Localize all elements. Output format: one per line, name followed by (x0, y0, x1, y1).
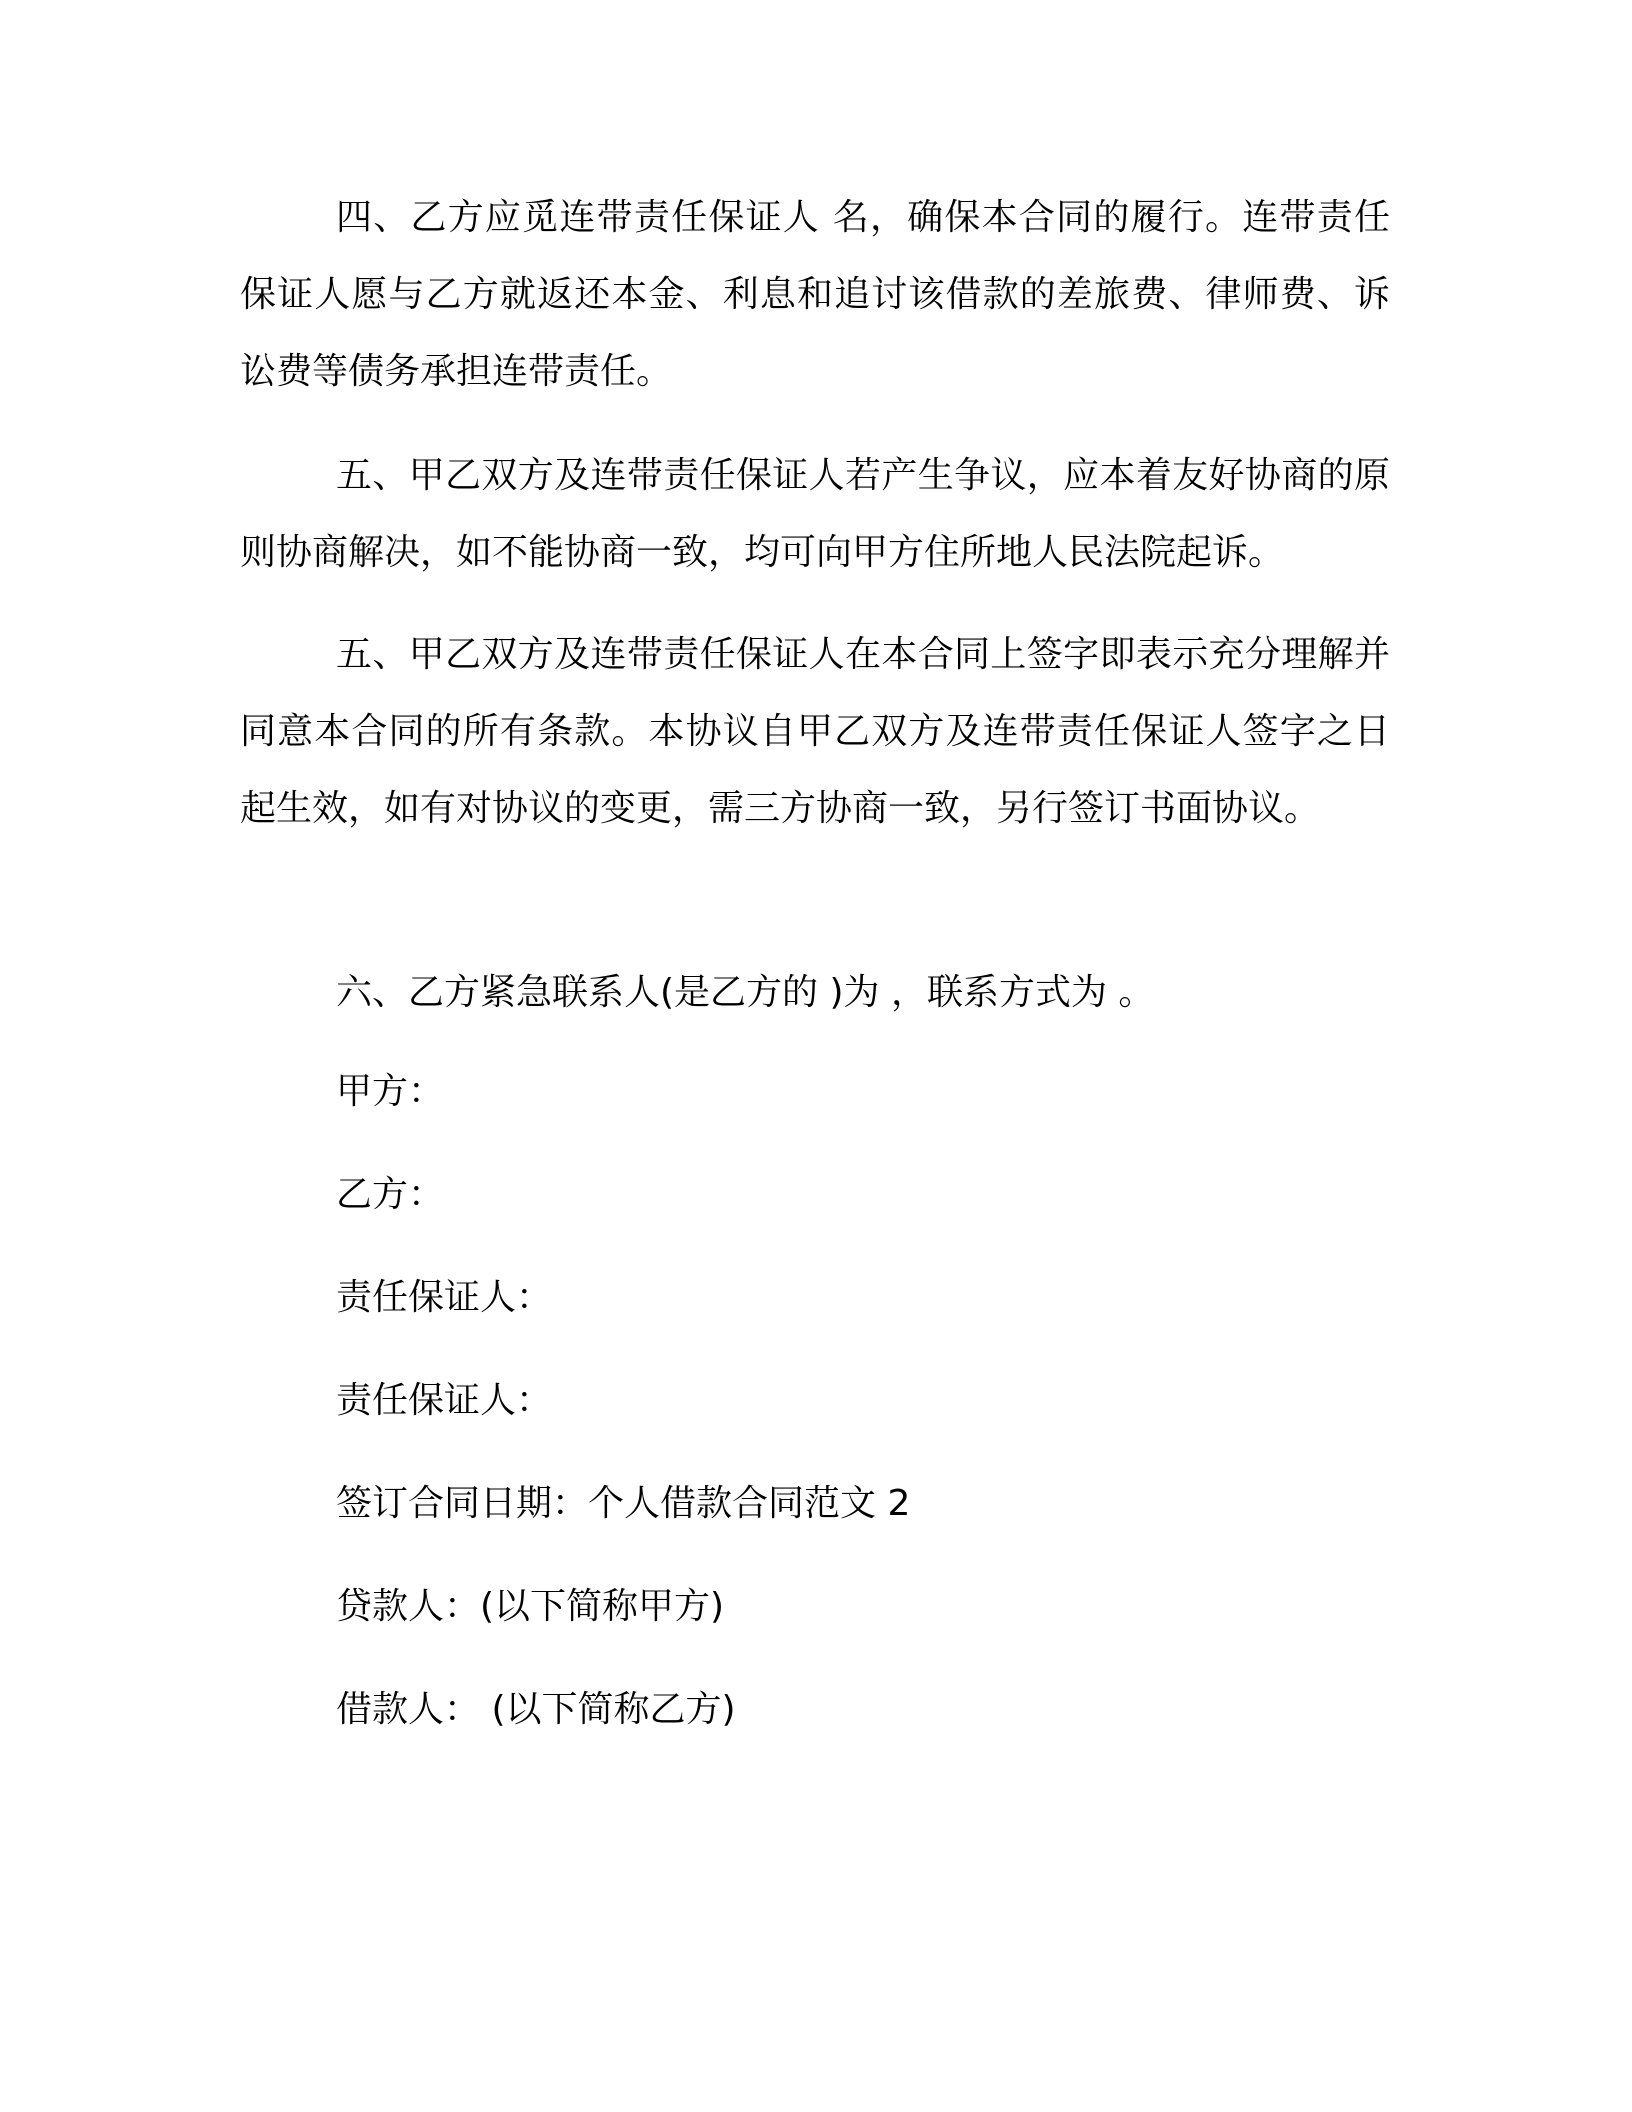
signing-date-line: 签订合同日期：个人借款合同范文 2 (336, 1483, 911, 1524)
clause-five-signing-paragraph: 五、甲乙双方及连带责任保证人在本合同上签字即表示充分理解并同意本合同的所有条款。本协议自甲乙双方及连带责任保证人签字之日起生效，如有对协议的变更，需三方协商一致，另行签订书面协议。 (240, 634, 1390, 829)
clause-six-paragraph: 六、乙方紧急联系人(是乙方的 )为 ，联系方式为 。 (336, 972, 1155, 1013)
lender-line: 贷款人：(以下简称甲方) (336, 1586, 725, 1627)
clause-five-dispute-paragraph: 五、甲乙双方及连带责任保证人若产生争议，应本着友好协商的原则协商解决，如不能协商一致，均可向甲方住所地人民法院起诉。 (240, 455, 1390, 573)
guarantor-line-2: 责任保证人： (336, 1380, 553, 1421)
party-a-line: 甲方： (336, 1071, 445, 1112)
clause-four-paragraph: 四、乙方应觅连带责任保证人 名，确保本合同的履行。连带责任保证人愿与乙方就返还本金、利息和追讨该借款的差旅费、律师费、诉讼费等债务承担连带责任。 (240, 197, 1390, 392)
party-b-line: 乙方： (336, 1174, 445, 1215)
borrower-line: 借款人： (以下简称乙方) (336, 1689, 736, 1730)
guarantor-line-1: 责任保证人： (336, 1277, 553, 1318)
